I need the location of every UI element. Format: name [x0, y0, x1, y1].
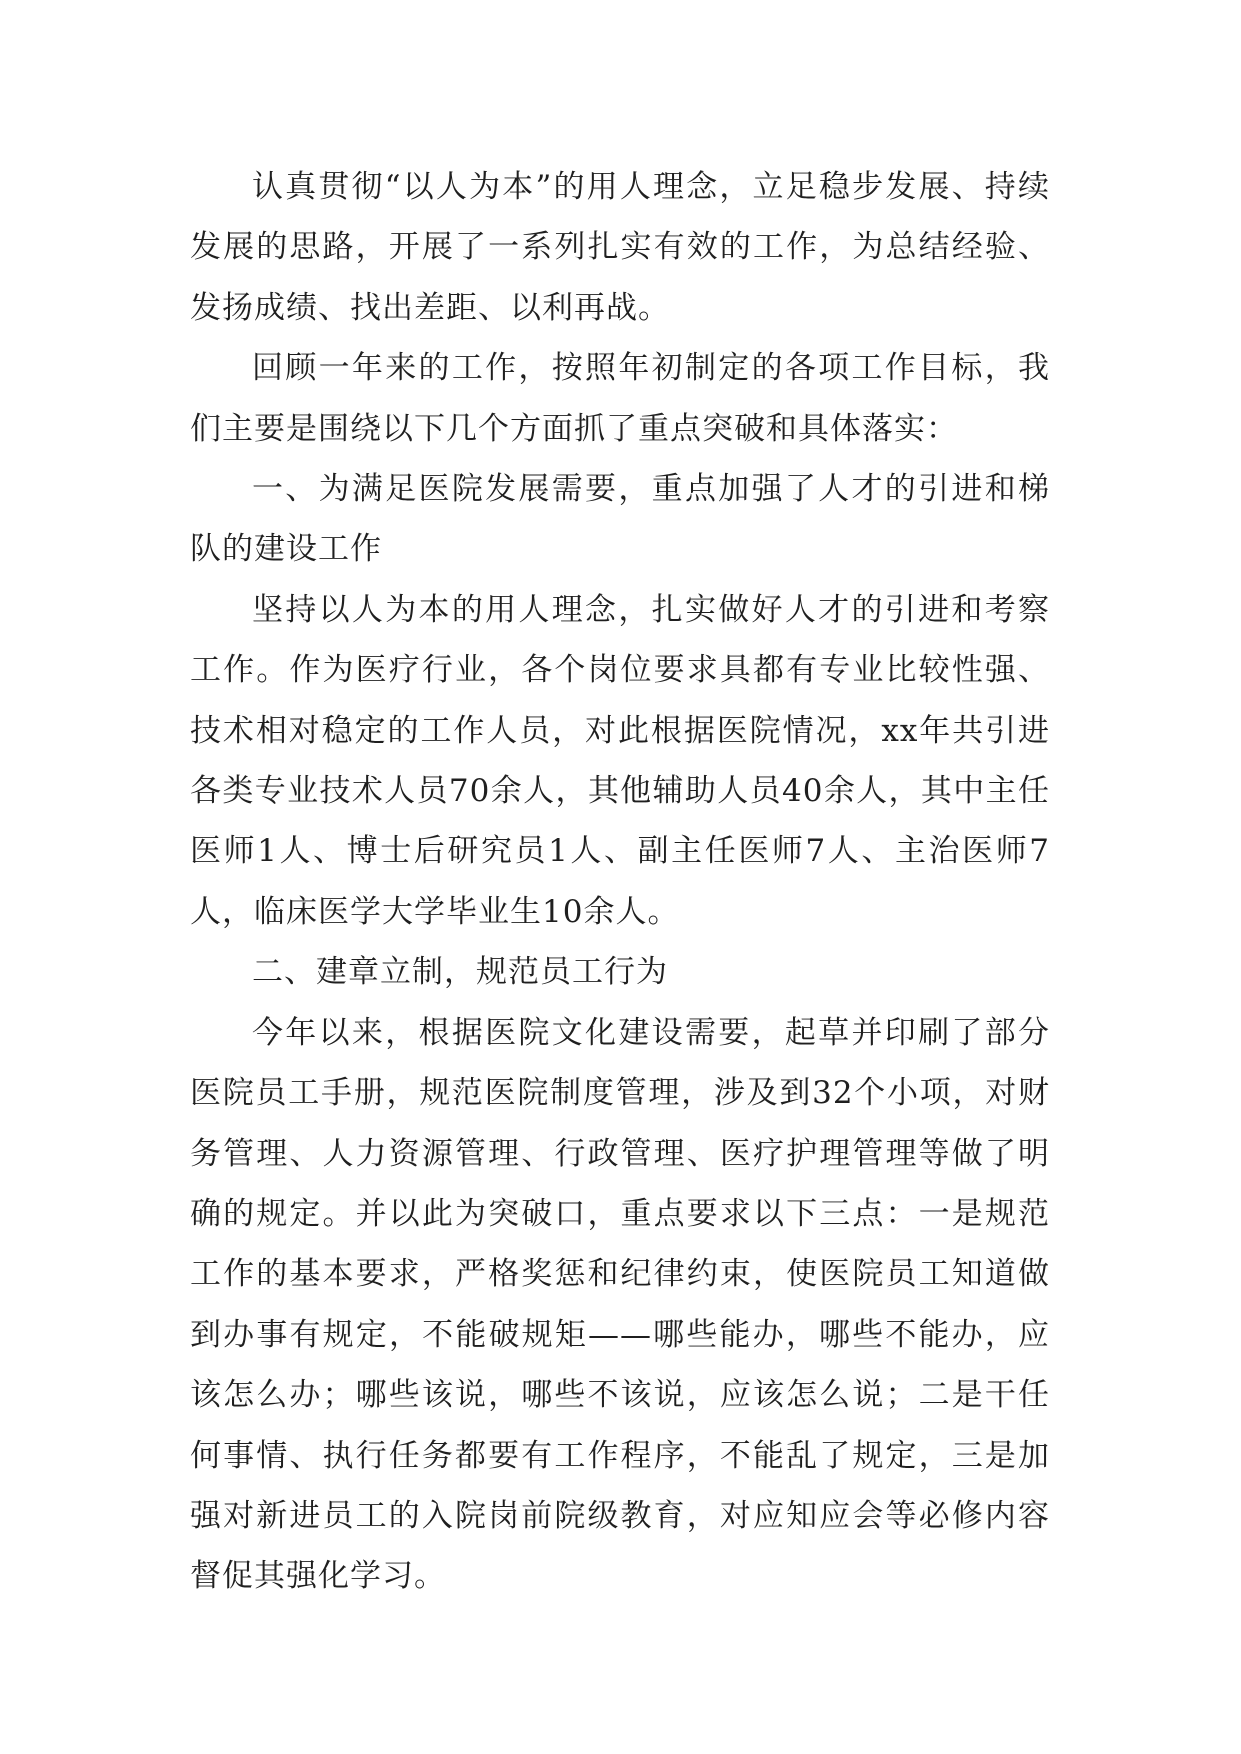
paragraph-rules: 今年以来，根据医院文化建设需要，起草并印刷了部分医院员工手册，规范医院制度管理，涉及到32个小项，对财务管理、人力资源管理、行政管理、医疗护理管理等做了明确的规定。并以此为突破口，重点要求以下三点：一是规范工作的基本要求，严格奖惩和纪律约束，使医院员工知道做到办事有规定，不能破规矩——哪些能办，哪些不能办，应该怎么办；哪些该说，哪些不该说，应该怎么说；二是干任何事情、执行任务都要有工作程序，不能乱了规定，三是加强对新进员工的入院岗前院级教育，对应知应会等必修内容督促其强化学习。 [190, 1014, 1050, 1595]
paragraph-review: 回顾一年来的工作，按照年初制定的各项工作目标，我们主要是围绕以下几个方面抓了重点突破和具体落实： [190, 350, 1050, 447]
section-heading-1: 一、为满足医院发展需要，重点加强了人才的引进和梯队的建设工作 [190, 471, 1050, 568]
document-body [190, 157, 1050, 1607]
paragraph-intro: 认真贯彻“以人为本”的用人理念，立足稳步发展、持续发展的思路，开展了一系列扎实有效的工作，为总结经验、发扬成绩、找出差距、以利再战。 [190, 169, 1050, 326]
paragraph-talent: 坚持以人为本的用人理念，扎实做好人才的引进和考察工作。作为医疗行业，各个岗位要求具都有专业比较性强、技术相对稳定的工作人员，对此根据医院情况，xx年共引进各类专业技术人员70余人，其他辅助人员40余人，其中主任医师1人、博士后研究员1人、副主任医师7人、主治医师7人，临床医学大学毕业生10余人。 [190, 591, 1050, 930]
section-heading-2: 二、建章立制，规范员工行为 [252, 954, 668, 991]
